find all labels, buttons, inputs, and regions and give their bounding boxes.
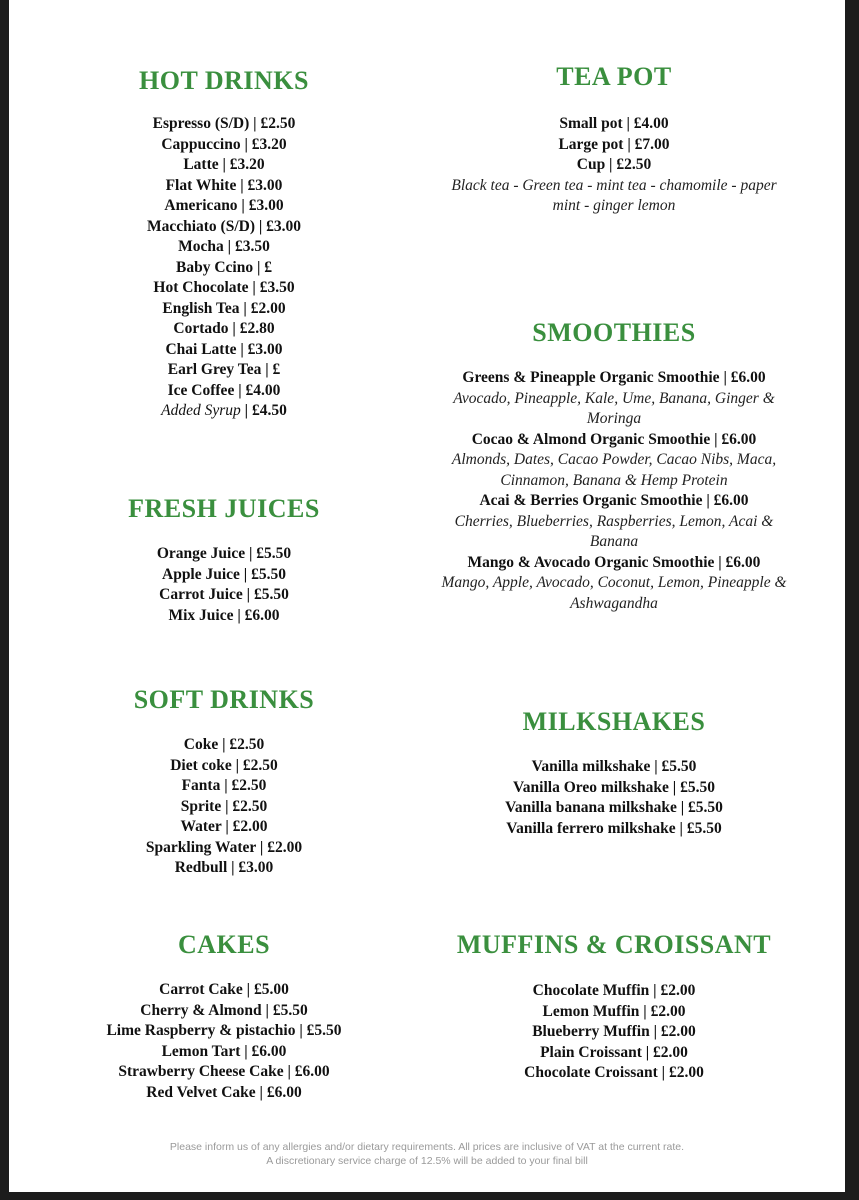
smoothie-ingredients: Banana bbox=[589, 533, 639, 550]
menu-item: Plain Croissant | £2.00 bbox=[540, 1043, 688, 1061]
syrup-price: | £4.50 bbox=[240, 402, 287, 419]
fresh-juices-section bbox=[64, 494, 384, 626]
menu-item: Coke | £2.50 bbox=[183, 736, 265, 753]
menu-item: Hot Chocolate | £3.50 bbox=[153, 279, 295, 296]
menu-item: Small pot | £4.00 bbox=[559, 115, 669, 132]
menu-item-syrup bbox=[64, 401, 384, 422]
menu-item: Diet coke | £2.50 bbox=[170, 756, 278, 774]
menu-item: Fanta | £2.50 bbox=[181, 777, 267, 794]
menu-item: Latte | £3.20 bbox=[183, 156, 265, 173]
menu-item: Lime Raspberry & pistachio | £5.50 bbox=[106, 1022, 342, 1039]
tea-pot-section bbox=[409, 62, 819, 217]
fresh-juices-title: FRESH JUICES bbox=[128, 494, 320, 523]
smoothie-ingredients: Mango, Apple, Avocado, Coconut, Lemon, Pineapple & bbox=[441, 574, 787, 591]
menu-item: Mocha | £3.50 bbox=[178, 238, 270, 255]
menu-item: Redbull | £3.00 bbox=[174, 859, 274, 876]
smoothie-name: Mango & Avocado Organic Smoothie | £6.00 bbox=[467, 553, 761, 571]
menu-item: Carrot Cake | £5.00 bbox=[159, 981, 289, 998]
menu-item: Cappuccino | £3.20 bbox=[161, 135, 287, 153]
menu-item: Sparkling Water | £2.00 bbox=[145, 838, 303, 856]
menu-item: Carrot Juice | £5.50 bbox=[159, 586, 289, 603]
menu-item: Large pot | £7.00 bbox=[558, 135, 670, 153]
tea-varieties: Black tea - Green tea - mint tea - chamomile - paper bbox=[451, 176, 777, 194]
menu-item: Vanilla ferrero milkshake | £5.50 bbox=[506, 819, 722, 837]
menu-item: Lemon Muffin | £2.00 bbox=[542, 1002, 686, 1020]
hot-drinks-title: HOT DRINKS bbox=[139, 66, 309, 95]
tea-pot-title: TEA POT bbox=[556, 62, 672, 91]
menu-item: Flat White | £3.00 bbox=[165, 176, 283, 194]
menu-item: Baby Ccino | £ bbox=[176, 258, 272, 276]
menu-item: Mix Juice | £6.00 bbox=[168, 606, 280, 624]
smoothie-ingredients: Cinnamon, Banana & Hemp Protein bbox=[500, 471, 728, 489]
menu-item: Cup | £2.50 bbox=[576, 156, 652, 173]
menu-item: Chai Latte | £3.00 bbox=[165, 340, 283, 358]
menu-page bbox=[9, 0, 845, 1192]
smoothies-section bbox=[409, 318, 819, 614]
soft-drinks-section bbox=[64, 685, 384, 879]
menu-item: Blueberry Muffin | £2.00 bbox=[532, 1023, 696, 1040]
menu-item: Apple Juice | £5.50 bbox=[162, 565, 286, 583]
menu-item: Espresso (S/D) | £2.50 bbox=[152, 115, 296, 132]
footer-notice bbox=[9, 1140, 845, 1168]
cakes-title: CAKES bbox=[177, 930, 271, 959]
menu-item: Earl Grey Tea | £ bbox=[167, 361, 281, 378]
smoothie-ingredients: Ashwagandha bbox=[570, 594, 658, 612]
menu-item: Vanilla milkshake | £5.50 bbox=[531, 758, 697, 775]
smoothie-ingredients: Almonds, Dates, Cacao Powder, Cacao Nibs, Maca, bbox=[451, 451, 777, 468]
menu-item: Strawberry Cheese Cake | £6.00 bbox=[118, 1063, 330, 1080]
syrup-label: Added Syrup bbox=[161, 402, 241, 419]
smoothie-name: Acai & Berries Organic Smoothie | £6.00 bbox=[479, 492, 749, 509]
milkshakes-title: MILKSHAKES bbox=[522, 707, 706, 736]
menu-item: Cortado | £2.80 bbox=[173, 320, 275, 337]
hot-drinks-section bbox=[64, 66, 384, 422]
muffins-croissant-section bbox=[409, 930, 819, 1084]
menu-item: Vanilla Oreo milkshake | £5.50 bbox=[513, 778, 715, 796]
smoothie-name: Greens & Pineapple Organic Smoothie | £6.00 bbox=[462, 369, 766, 386]
cakes-section bbox=[64, 930, 384, 1103]
smoothie-ingredients: Cherries, Blueberries, Raspberries, Lemon, Acai & bbox=[454, 512, 774, 530]
smoothie-name: Cocao & Almond Organic Smoothie | £6.00 bbox=[471, 430, 757, 448]
menu-item: Americano | £3.00 bbox=[164, 197, 284, 214]
service-charge-notice: A discretionary service charge of 12.5% will be added to your final bill bbox=[266, 1155, 588, 1167]
menu-item: Macchiato (S/D) | £3.00 bbox=[146, 217, 302, 235]
tea-varieties: mint - ginger lemon bbox=[552, 197, 676, 214]
menu-item: Cherry & Almond | £5.50 bbox=[140, 1001, 308, 1019]
muffins-croissant-title: MUFFINS & CROISSANT bbox=[456, 930, 772, 959]
menu-item: Water | £2.00 bbox=[180, 818, 268, 835]
menu-item: Orange Juice | £5.50 bbox=[156, 545, 292, 562]
smoothies-title: SMOOTHIES bbox=[532, 318, 696, 347]
menu-item: Ice Coffee | £4.00 bbox=[167, 381, 281, 399]
menu-item: Lemon Tart | £6.00 bbox=[161, 1042, 287, 1060]
menu-item: Red Velvet Cake | £6.00 bbox=[146, 1083, 302, 1101]
milkshakes-section bbox=[409, 707, 819, 839]
allergy-notice: Please inform us of any allergies and/or dietary requirements. All prices are inclusive of VAT at the current rate. bbox=[169, 1141, 685, 1153]
menu-item: Chocolate Muffin | £2.00 bbox=[532, 982, 696, 999]
menu-item: Vanilla banana milkshake | £5.50 bbox=[505, 799, 723, 816]
menu-item: Sprite | £2.50 bbox=[180, 797, 268, 815]
menu-item: Chocolate Croissant | £2.00 bbox=[524, 1064, 704, 1081]
smoothie-ingredients: Moringa bbox=[586, 410, 642, 427]
menu-item: English Tea | £2.00 bbox=[162, 299, 286, 317]
soft-drinks-title: SOFT DRINKS bbox=[133, 685, 315, 714]
smoothie-ingredients: Avocado, Pineapple, Kale, Ume, Banana, Ginger & bbox=[453, 389, 775, 407]
